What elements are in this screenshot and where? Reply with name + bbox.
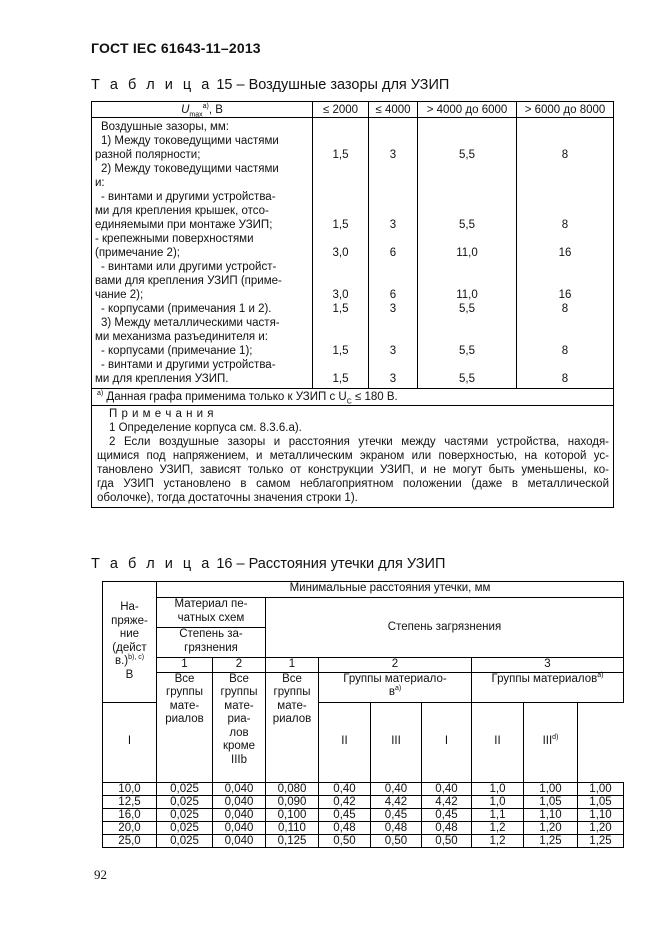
empty-line xyxy=(520,316,610,330)
clearance-description-line: 1) Между токоведущими частями xyxy=(101,135,279,147)
table-row xyxy=(103,795,624,808)
creepage-value: 1,25 xyxy=(578,834,624,847)
creepage-value: 0,040 xyxy=(213,808,266,821)
table15-caption-text: 15 – Воздушные зазоры для УЗИП xyxy=(212,77,450,93)
clearance-value: 3 xyxy=(389,373,397,385)
empty-line xyxy=(421,176,513,190)
empty-line xyxy=(421,316,513,330)
creepage-value: 0,45 xyxy=(319,808,371,821)
clearance-value: 11,0 xyxy=(456,247,478,259)
creepage-value: 1,05 xyxy=(524,795,578,808)
creepage-value: 0,50 xyxy=(371,834,422,847)
clearance-value: 5,5 xyxy=(459,149,475,161)
clearance-description-line: - винтами или другими устройст- xyxy=(101,261,277,273)
empty-line xyxy=(421,260,513,274)
clearance-value: 1,5 xyxy=(332,345,349,357)
clearance-value: 1,5 xyxy=(332,149,349,161)
clearance-value: 3 xyxy=(389,149,397,161)
table15-notes xyxy=(92,406,614,508)
empty-line xyxy=(316,330,365,344)
empty-line xyxy=(421,232,513,246)
table16-caption-word: Т а б л и ц а xyxy=(91,556,213,572)
creepage-value: 0,025 xyxy=(157,821,213,834)
empty-line xyxy=(421,120,513,134)
creepage-value: 0,40 xyxy=(371,782,422,795)
empty-line xyxy=(520,274,610,288)
clearance-description-line: (примечание 2); xyxy=(95,247,180,259)
col-header-4000-6000: > 4000 до 6000 xyxy=(418,102,517,118)
creepage-value: 0,110 xyxy=(266,821,319,834)
empty-line xyxy=(372,232,414,246)
empty-line xyxy=(520,232,610,246)
creepage-value: 0,42 xyxy=(319,795,371,808)
creepage-value: 0,040 xyxy=(213,795,266,808)
voltage-header: На- пряже- ние (дейст в.)$^{b), c)}$ В xyxy=(103,582,157,703)
creepage-value: 1,20 xyxy=(578,821,624,834)
group-III: III$^{d)}$ xyxy=(524,702,578,782)
table15-footnote: $^{a)}$ Данная графа применима только к УЗИП с $U_C \le 180$ В. xyxy=(92,389,614,406)
empty-line xyxy=(520,330,610,344)
creepage-value: 1,2 xyxy=(472,834,524,847)
group-I: I xyxy=(422,702,472,782)
empty-line xyxy=(372,358,414,372)
clearance-value: 8 xyxy=(561,345,569,357)
values-col-6000-8000 xyxy=(517,118,614,389)
empty-line xyxy=(316,358,365,372)
voltage-value: 20,0 xyxy=(103,821,157,834)
note-2-line: 2 Если воздушные зазоры и расстояния утечки между частями устройства, находя- xyxy=(109,436,609,448)
creepage-value: 1,20 xyxy=(524,821,578,834)
creepage-value: 0,45 xyxy=(371,808,422,821)
clearance-description-line: ми механизма разъединителя и: xyxy=(95,331,268,343)
empty-line xyxy=(316,134,365,148)
voltage-value: 12,5 xyxy=(103,795,157,808)
table15-notes-row xyxy=(92,406,614,508)
clearance-value: 3,0 xyxy=(332,289,349,301)
col-header-2000: ≤ 2000 xyxy=(313,102,369,118)
clearance-descriptions xyxy=(92,118,313,389)
material-groups-deg3: Группы материалов$^{a)}$ xyxy=(472,672,624,702)
creepage-value: 1,0 xyxy=(472,782,524,795)
empty-line xyxy=(520,358,610,372)
empty-line xyxy=(316,232,365,246)
creepage-value: 1,10 xyxy=(524,808,578,821)
values-col-4000-6000 xyxy=(418,118,517,389)
note-2-line: тановлено УЗИП, зависят только от конструкции УЗИП, и не могут быть уменьшены, ко- xyxy=(97,464,609,476)
values-col-4000 xyxy=(369,118,418,389)
table-row xyxy=(103,821,624,834)
all-groups-cell: Все группы мате- риалов xyxy=(157,672,213,782)
table-row xyxy=(103,782,624,795)
voltage-value: 10,0 xyxy=(103,782,157,795)
all-groups-except-cell: Все группы мате- риа- лов кроме IIIb xyxy=(213,672,266,782)
table16-caption-text: 16 – Расстояния утечки для УЗИП xyxy=(212,556,446,572)
clearance-description-line: 3) Между металлическими частя- xyxy=(101,317,280,329)
clearance-description-line: 2) Между токоведущими частями xyxy=(101,163,279,175)
clearance-value: 6 xyxy=(389,247,397,259)
values-col-2000 xyxy=(313,118,369,389)
empty-line xyxy=(421,330,513,344)
clearance-value: 8 xyxy=(561,373,569,385)
group-II: II xyxy=(472,702,524,782)
creepage-value: 0,48 xyxy=(422,821,472,834)
degree-2: 2 xyxy=(213,658,266,673)
clearance-value: 6 xyxy=(389,289,397,301)
table-row xyxy=(103,808,624,821)
clearance-description-line: Воздушные зазоры, мм: xyxy=(101,121,229,133)
creepage-value: 0,040 xyxy=(213,821,266,834)
clearance-description-line: и: xyxy=(95,177,105,189)
empty-line xyxy=(372,134,414,148)
creepage-value: 1,1 xyxy=(472,808,524,821)
table15-caption xyxy=(91,77,449,93)
page-number: 92 xyxy=(94,867,107,882)
table15-caption-word: Т а б л и ц а xyxy=(91,77,213,93)
empty-line xyxy=(520,120,610,134)
notes-title: П р и м е ч а н и я xyxy=(109,408,215,420)
creepage-value: 0,040 xyxy=(213,782,266,795)
creepage-value: 0,50 xyxy=(422,834,472,847)
clearance-value: 5,5 xyxy=(459,303,475,315)
clearance-value: 8 xyxy=(561,303,569,315)
creepage-value: 4,42 xyxy=(422,795,472,808)
empty-line xyxy=(421,162,513,176)
note-2-line: гда УЗИП установлено в самом неблагоприятном положении (даже в металлической xyxy=(97,478,609,490)
clearance-description-line: - корпусами (примечания 1 и 2). xyxy=(101,303,272,315)
group-III: III xyxy=(371,702,422,782)
creepage-value: 0,080 xyxy=(266,782,319,795)
empty-line xyxy=(372,330,414,344)
air-clearance-table xyxy=(91,101,614,508)
table-row xyxy=(103,834,624,847)
empty-line xyxy=(520,260,610,274)
clearance-description-line: вами для крепления УЗИП (приме- xyxy=(95,275,282,287)
empty-line xyxy=(316,260,365,274)
creepage-value: 0,40 xyxy=(319,782,371,795)
creepage-value: 0,025 xyxy=(157,834,213,847)
creepage-value: 1,25 xyxy=(524,834,578,847)
voltage-value: 16,0 xyxy=(103,808,157,821)
pcb-material-header: Материал пе- чатных схем xyxy=(157,598,266,628)
empty-line xyxy=(421,190,513,204)
clearance-value: 3 xyxy=(389,303,397,315)
all-groups-cell: Все группы мате- риалов xyxy=(266,672,319,782)
creepage-value: 0,125 xyxy=(266,834,319,847)
clearance-value: 16 xyxy=(558,247,572,259)
clearance-description-line: - винтами и другими устройства- xyxy=(101,359,276,371)
degree-3: 3 xyxy=(472,658,624,673)
empty-line xyxy=(520,190,610,204)
creepage-data-rows xyxy=(103,782,624,847)
empty-line xyxy=(421,274,513,288)
creepage-value: 0,48 xyxy=(319,821,371,834)
empty-line xyxy=(421,134,513,148)
table15-footnote-row xyxy=(92,389,614,406)
creepage-value: 0,040 xyxy=(213,834,266,847)
clearance-value: 3,0 xyxy=(332,247,349,259)
creepage-value: 0,090 xyxy=(266,795,319,808)
clearance-description-line: чание 2); xyxy=(95,289,144,301)
clearance-description-line: - крепежными поверхностями xyxy=(95,233,254,245)
empty-line xyxy=(520,134,610,148)
clearance-description-line: разной полярности; xyxy=(95,149,201,161)
degree-1: 1 xyxy=(157,658,213,673)
empty-line xyxy=(372,190,414,204)
clearance-value: 16 xyxy=(558,289,572,301)
clearance-value: 3 xyxy=(389,219,397,231)
note-2-line: щимися под напряжением, и металлическим экраном или поверхностью, на которой ус- xyxy=(97,450,609,462)
clearance-description-line: - винтами и другими устройства- xyxy=(101,191,276,203)
creepage-value: 0,48 xyxy=(371,821,422,834)
col-header-4000: ≤ 4000 xyxy=(369,102,418,118)
clearance-value: 1,5 xyxy=(332,219,349,231)
clearance-value: 1,5 xyxy=(332,373,349,385)
note-2-line: оболочке), тогда достаточны значения строки 1). xyxy=(97,492,358,504)
table16-caption xyxy=(91,556,445,572)
creepage-value: 1,00 xyxy=(524,782,578,795)
empty-line xyxy=(372,176,414,190)
clearance-value: 5,5 xyxy=(459,373,475,385)
creepage-value: 0,40 xyxy=(422,782,472,795)
document-code: ГОСТ IEC 61643-11–2013 xyxy=(91,40,261,56)
empty-line xyxy=(372,120,414,134)
creepage-value: 1,00 xyxy=(578,782,624,795)
empty-line xyxy=(372,274,414,288)
creepage-value: 1,05 xyxy=(578,795,624,808)
creepage-value: 1,0 xyxy=(472,795,524,808)
empty-line xyxy=(421,358,513,372)
empty-line xyxy=(520,176,610,190)
empty-line xyxy=(316,204,365,218)
empty-line xyxy=(372,260,414,274)
clearance-description-line: ми для крепления крышек, отсо- xyxy=(95,205,269,217)
creepage-value: 0,025 xyxy=(157,782,213,795)
col-header-6000-8000: > 6000 до 8000 xyxy=(517,102,614,118)
empty-line xyxy=(316,162,365,176)
empty-line xyxy=(316,316,365,330)
creepage-value: 0,50 xyxy=(319,834,371,847)
clearance-value: 5,5 xyxy=(459,345,475,357)
empty-line xyxy=(520,162,610,176)
empty-line xyxy=(316,120,365,134)
clearance-description-line: ми для крепления УЗИП. xyxy=(95,373,229,385)
creepage-value: 0,100 xyxy=(266,808,319,821)
pcb-pollution-degree-header: Степень за- грязнения xyxy=(157,628,266,658)
clearance-value: 8 xyxy=(561,219,569,231)
group-II: II xyxy=(319,702,371,782)
empty-line xyxy=(372,162,414,176)
creepage-value: 1,2 xyxy=(472,821,524,834)
clearance-description-line: - корпусами (примечание 1); xyxy=(101,345,253,357)
degree-2: 2 xyxy=(319,658,472,673)
umax-header: $U_{max}^{a)}$, В xyxy=(92,102,313,118)
creepage-distance-table xyxy=(102,581,624,848)
empty-line xyxy=(520,204,610,218)
group-I: I xyxy=(103,702,157,782)
empty-line xyxy=(421,204,513,218)
creepage-value: 0,025 xyxy=(157,808,213,821)
degree-1: 1 xyxy=(266,658,319,673)
clearance-description-line: единяемыми при монтаже УЗИП; xyxy=(95,219,273,231)
empty-line xyxy=(316,176,365,190)
creepage-value: 0,025 xyxy=(157,795,213,808)
pollution-degree-header: Степень загрязнения xyxy=(266,598,624,658)
table15-body-row xyxy=(92,118,614,389)
min-creepage-header: Минимальные расстояния утечки, мм xyxy=(157,582,624,598)
material-groups-deg2: Группы материало- $в^{a)}$ xyxy=(319,672,472,702)
empty-line xyxy=(372,204,414,218)
clearance-value: 5,5 xyxy=(459,219,475,231)
voltage-value: 25,0 xyxy=(103,834,157,847)
empty-line xyxy=(372,316,414,330)
clearance-value: 8 xyxy=(561,149,569,161)
note-1: 1 Определение корпуса см. 8.3.6.а). xyxy=(109,422,302,434)
degree-row xyxy=(103,658,624,673)
empty-line xyxy=(316,190,365,204)
empty-line xyxy=(316,274,365,288)
clearance-value: 3 xyxy=(389,345,397,357)
creepage-value: 0,45 xyxy=(422,808,472,821)
clearance-value: 1,5 xyxy=(332,303,349,315)
table15-header-row xyxy=(92,102,614,118)
creepage-value: 4,42 xyxy=(371,795,422,808)
clearance-value: 11,0 xyxy=(456,289,478,301)
creepage-value: 1,10 xyxy=(578,808,624,821)
